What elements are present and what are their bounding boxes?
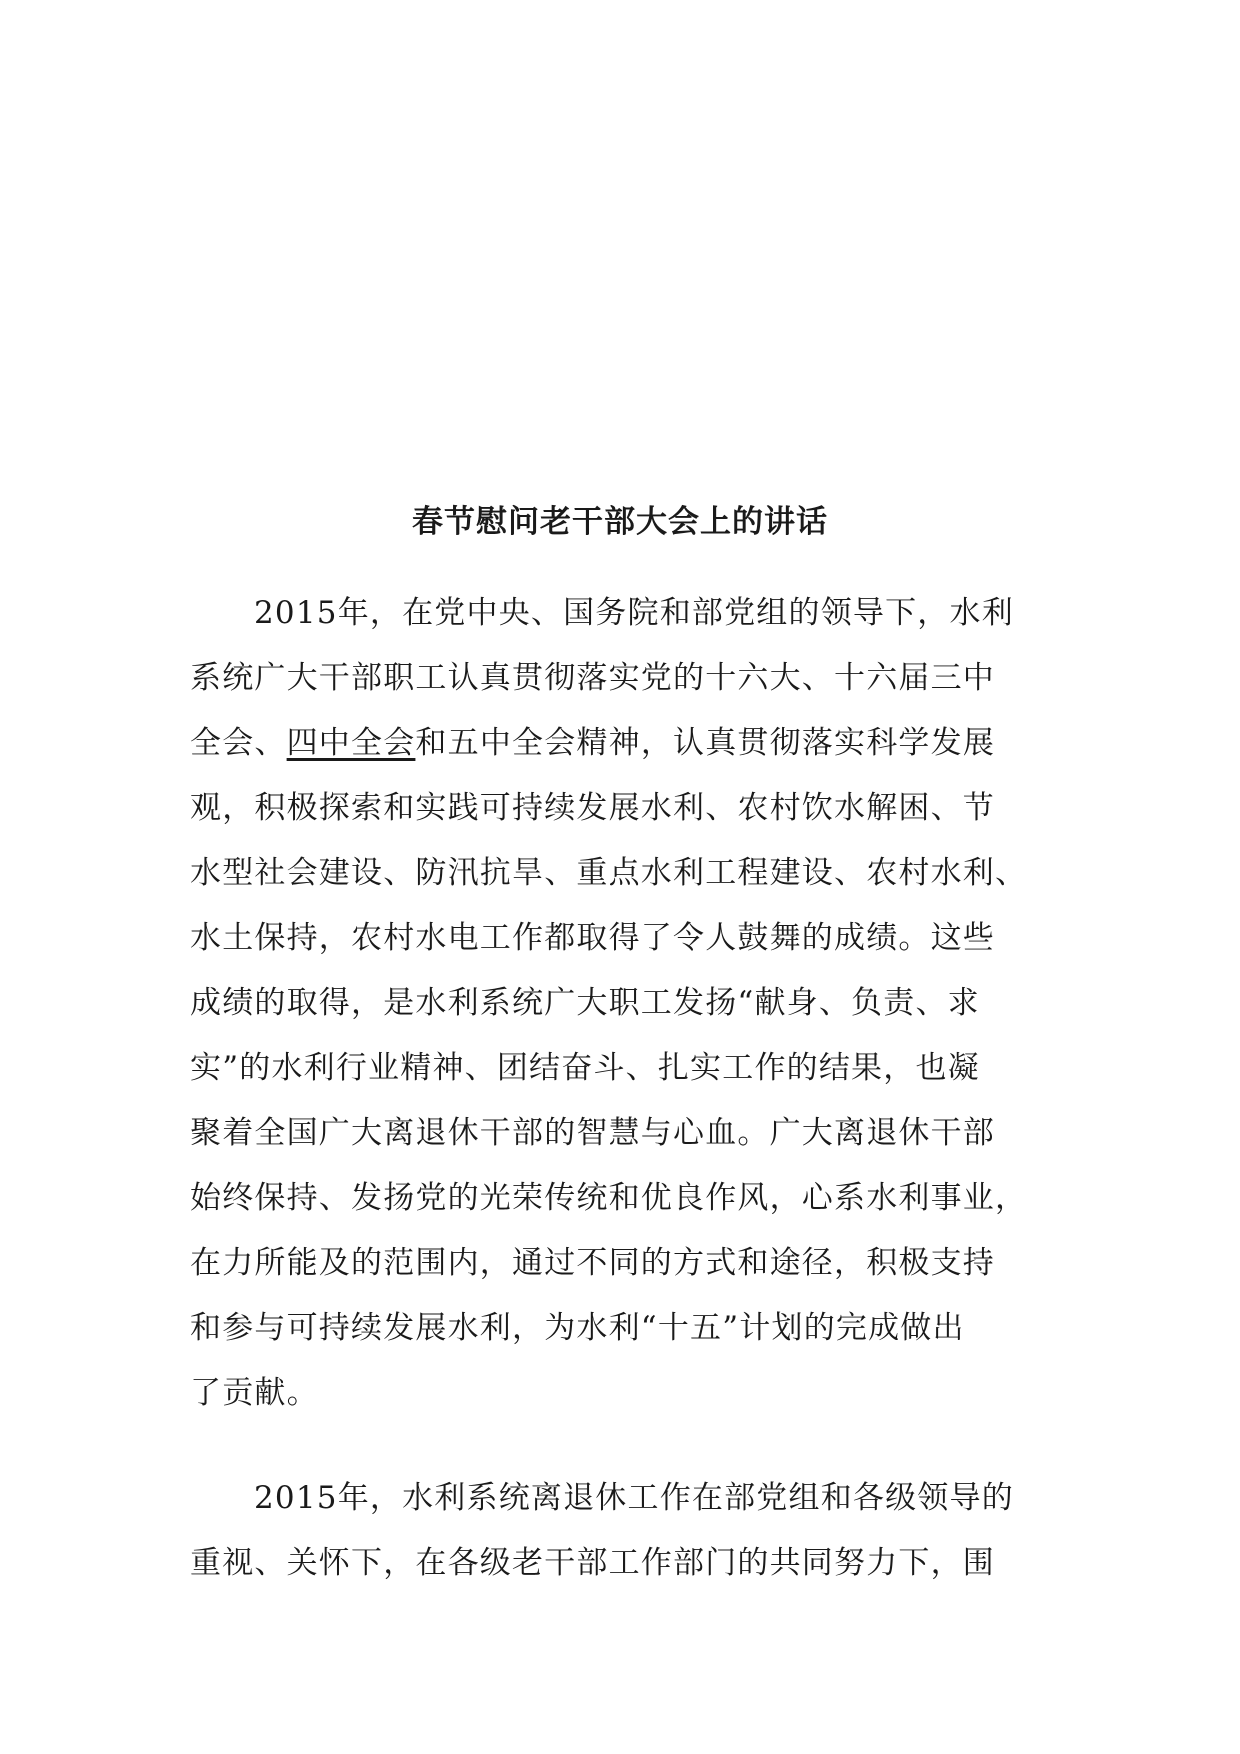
paragraph-line: 了贡献。 <box>190 1375 319 1411</box>
paragraph-2 <box>190 1466 1050 1596</box>
paragraph-line: 成绩的取得，是水利系统广大职工发扬“献身、负责、求 <box>190 985 980 1021</box>
paragraph-line: 观，积极探索和实践可持续发展水利、农村饮水解困、节 <box>190 790 995 826</box>
paragraph-1 <box>190 581 1050 1426</box>
text-run: 和五中全会精神，认真贯彻落实科学发展 <box>415 725 996 761</box>
paragraph-line: 实”的水利行业精神、团结奋斗、扎实工作的结果，也凝 <box>190 1050 980 1086</box>
paragraph-line: 水型社会建设、防汛抗旱、重点水利工程建设、农村水利、 <box>190 855 1028 891</box>
paragraph-line <box>190 711 1050 776</box>
paragraph-line: 系统广大干部职工认真贯彻落实党的十六大、十六届三中 <box>190 660 995 696</box>
paragraph-line: 聚着全国广大离退休干部的智慧与心血。广大离退休干部 <box>190 1115 995 1151</box>
paragraph-line: 水土保持，农村水电工作都取得了令人鼓舞的成绩。这些 <box>190 920 995 956</box>
document-title: 春节慰问老干部大会上的讲话 <box>412 504 828 540</box>
paragraph-line: 2015年，水利系统离退休工作在部党组和各级领导的 <box>254 1480 1014 1516</box>
paragraph-line: 和参与可持续发展水利，为水利“十五”计划的完成做出 <box>190 1310 965 1346</box>
paragraph-line: 重视、关怀下，在各级老干部工作部门的共同努力下，围 <box>190 1545 995 1581</box>
text-run: 全会、 <box>190 725 287 761</box>
underlined-term-link[interactable]: 四中全会 <box>286 725 416 761</box>
paragraph-line: 始终保持、发扬党的光荣传统和优良作风，心系水利事业， <box>190 1180 1028 1216</box>
paragraph-line: 2015年，在党中央、国务院和部党组的领导下，水利 <box>254 595 1014 631</box>
paragraph-line: 在力所能及的范围内，通过不同的方式和途径，积极支持 <box>190 1245 995 1281</box>
